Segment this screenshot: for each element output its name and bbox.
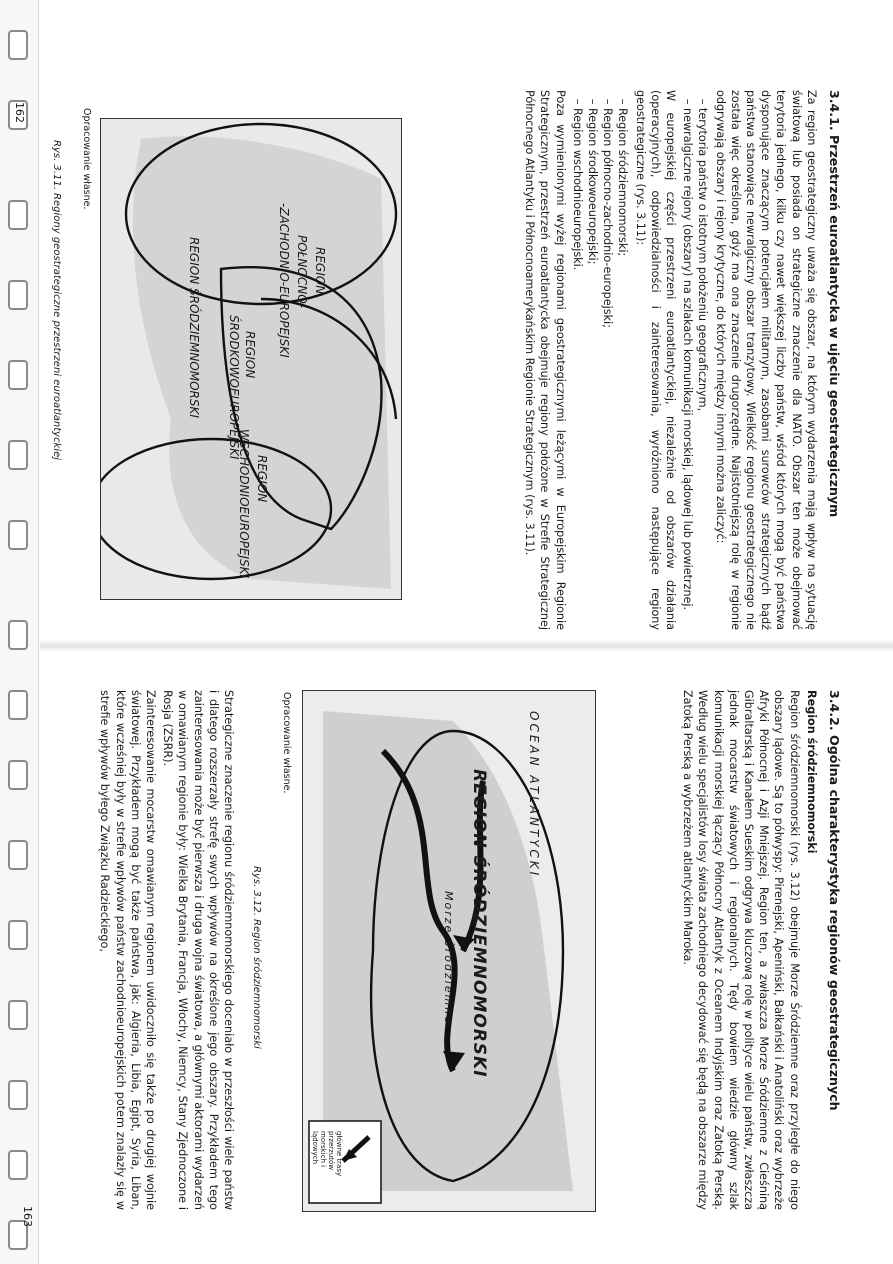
page-number-right: 163 [21, 1206, 34, 1227]
paragraph: Poza wymienionymi wyżej regionami geostrategicznymi leżącymi w Europejskim Regionie Strategicznym, przestrzeń euroatlantycka obejmuje regiony położone w Strefie Strategicznej Północnego Atlantyku i Północnoamerykańskim Regionie Strategicznym (rys. 3.11). [523, 90, 567, 630]
binder-ring-icon [8, 360, 28, 390]
paragraph: Zainteresowanie mocarstw omawianym regionem uwidoczniło się także po drugiej wojnie światowej. Przykładem mogą być także państwa, jak: Algieria, Libia, Egipt, Syria, Liban, które wcześniej były w strefie wpływów państw zachodnioeuropejskich potem znalazły się w strefie wpływów byłego Związku Radzieckiego, [98, 690, 157, 1210]
paragraph: W europejskiej części przestrzeni euroatlantyckiej, niezależnie od obszarów działania (operacyjnych), odpowiedzialności i zainteresowania, wyróżniono następujące regiony geostrategiczne (rys. 3.11): [633, 90, 677, 630]
binder-ring-icon [8, 520, 28, 550]
map-label-ocean: OCEAN ATLANTYCKI [527, 711, 541, 879]
list-item: – Region środkowoeuropejski; [585, 108, 600, 630]
page-number-left: 162 [13, 102, 26, 123]
list-item: – Region północno-zachodnio-europejski; [600, 108, 615, 630]
map-label-central-region: REGION [243, 331, 257, 379]
figure-caption-3-12: Rys. 3.12. Region śródziemnomorski [251, 866, 262, 1049]
figure-caption-3-11: Rys. 3.11. Regiony geostrategiczne przestrzeni euroatlantyckiej [51, 140, 62, 461]
section-heading-3-4-1: 3.4.1. Przestrzeń euroatlantycka w ujęciu geostrategicznym [827, 90, 842, 518]
critical-areas-list [680, 90, 710, 630]
list-item: – terytoria państw o istotnym położeniu geograficznym, [695, 108, 710, 630]
map-label-med-region: REGION ŚRÓDZIEMNOMORSKI [187, 237, 201, 418]
list-item: – Region śródziemnomorski; [615, 108, 630, 630]
binder-ring-icon [8, 1000, 28, 1030]
paragraph: Region śródziemnomorski (rys. 3.12) obejmuje Morze Śródziemne oraz przyległe do niego obszary lądowe. Są to półwyspy: Pirenejski, Apeniński, Bałkański i Anatoliński oraz wybrzeże Afryki Północnej i Azji Mniejszej. Region ten, a zwłaszcza Morze Śródziemne z Cieśniną Gibraltarską i Kanałem Sueskim odgrywa kluczową rolę w polityce wielu państw, zwłaszcza jednak mocarstw światowych i regionalnych. Tędy bowiem wiedzie główny szlak komunikacji morskiej łączący Północny Atlantyk z Oceanem Indyjskim oraz Zatoką Perską. Według wielu specjalistów losy świata zachodniego decydować się będą na obszarze między Zatoką Perską a wybrzeżem atlantyckim Maroka. [681, 690, 801, 1210]
map-label-east-region: WSCHODNIOEUROPEJSKI [237, 429, 251, 579]
page-fold [40, 640, 893, 652]
map-label-east-region: REGION [255, 455, 269, 503]
binder-ring-icon [8, 1150, 28, 1180]
figure-source: Opracowanie własne. [281, 692, 292, 794]
map-label-med-region: REGION ŚRÓDZIEMNOMORSKI [469, 769, 489, 1078]
binder-ring-icon [8, 620, 28, 650]
binder-ring-icon [8, 30, 28, 60]
left-page-text [520, 90, 842, 630]
map-legend-text: główne trasy przerzutów morskich i lądowych [311, 1131, 343, 1177]
binder-ring-icon [8, 690, 28, 720]
paragraph: Strategiczne znaczenie regionu śródziemnomorskiego doceniało w przeszłości wiele państw i dlatego rozszerzały strefę swych wpływów na określone jego obszary. Przykładem tego zainteresowania może być pierwsza i druga wojna światowa, a głównymi aktorami wydarzeń w omawianym regionie były: Wielka Brytania, Francja, Włochy, Niemcy, Stany Zjednoczone i Rosja (ZSRR). [161, 690, 235, 1210]
figure-source: Opracowanie własne. [81, 108, 92, 210]
binder-ring-icon [8, 920, 28, 950]
map-label-sea: Morze Śródziemne [442, 891, 455, 1026]
paragraph: Za region geostrategiczny uważa się obszar, na którym wydarzenia mają wpływ na sytuację światową lub posiada on strategiczne znaczenie dla NATO. Obszar ten może obejmować terytoria jednego, kilku czy nawet większej liczby państw, wśród których mogą być państwa dysponujące znaczącym potencjałem militarnym, zasobami surowców strategicznych bądź państwa stanowiące newralgiczny obszar tranzytowy. Wielkość regionu geostrategicznego nie została więc określona, gdyż ma ona znaczenie drugorzędne. Najistotniejszą rolę w regionie odgrywają obszary i rejony krytyczne, do których między innymi można zaliczyć: [713, 90, 818, 630]
map-figure-3-11 [100, 118, 402, 600]
map-figure-3-12 [302, 690, 596, 1212]
binder-ring-icon [8, 200, 28, 230]
map-label-nw-region: -ZACHODNIO-EUROPEJSKI [277, 203, 291, 358]
right-page-top-text [678, 690, 842, 1210]
binder-ring-icon [8, 760, 28, 790]
regions-list [570, 90, 631, 630]
right-page-bottom-text [95, 690, 236, 1210]
binder-ring-icon [8, 280, 28, 310]
list-item: – newralgiczne rejony (obszary) na szlakach komunikacji morskiej, lądowej lub powietrznej. [680, 108, 695, 630]
list-item: – Region wschodnioeuropejski. [570, 108, 585, 630]
map-label-nw-region: POŁNOCNO- [295, 235, 309, 308]
binder-ring-icon [8, 440, 28, 470]
map-label-central-region: ŚRODKOWOEUROPEJSKI [227, 315, 241, 460]
binder-ring-icon [8, 840, 28, 870]
subheading: Region śródziemnomorski [804, 690, 818, 854]
binder-ring-icon [8, 1080, 28, 1110]
binder-spine [0, 0, 39, 1264]
map-label-nw-region: REGION [313, 247, 327, 295]
section-heading-3-4-2: 3.4.2. Ogólna charakterystyka regionów geostrategicznych [827, 690, 842, 1111]
